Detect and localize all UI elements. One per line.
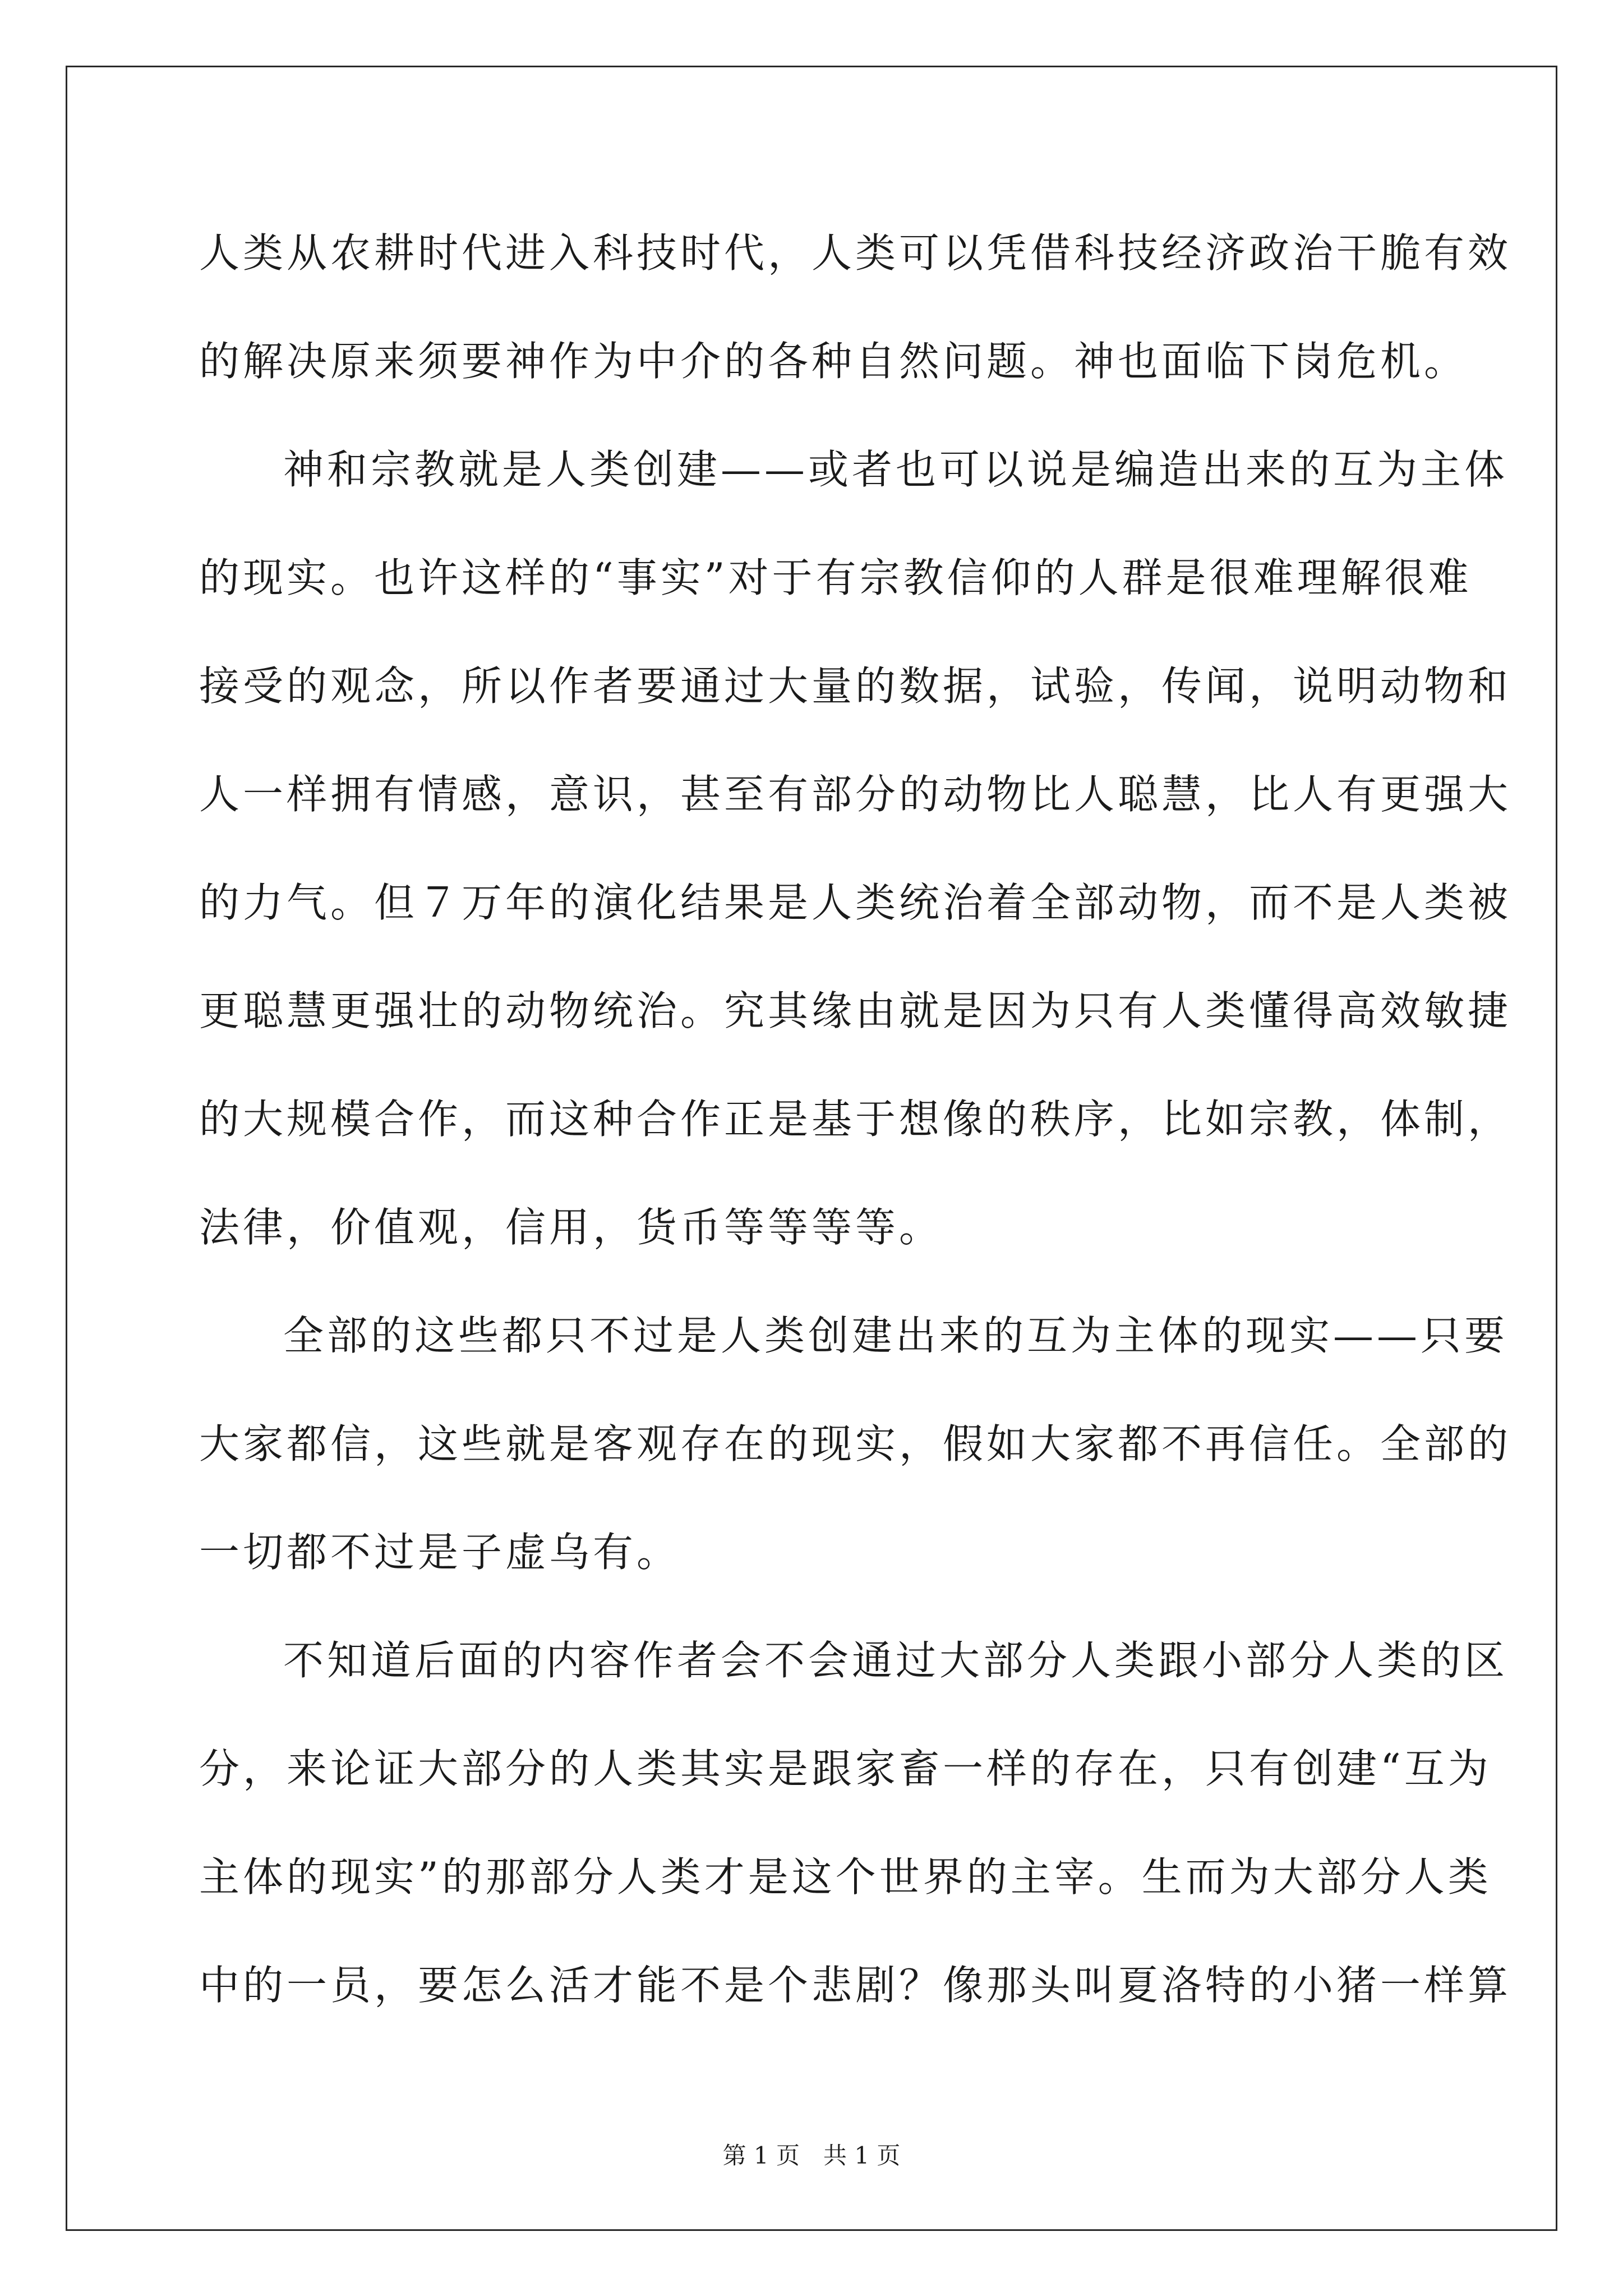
text-line: 的力气。但７万年的演化结果是人类统治着全部动物，而不是人类被 [199, 879, 1512, 926]
text-line: 大家都信，这些就是客观存在的现实，假如大家都不再信任。全部的 [199, 1420, 1512, 1467]
text-line: 的解决原来须要神作为中介的各种自然问题。神也面临下岗危机。 [199, 338, 1468, 385]
document-body [199, 222, 1512, 2062]
text-line: 接受的观念，所以作者要通过大量的数据，试验，传闻，说明动物和 [199, 662, 1512, 710]
text-line: 人类从农耕时代进入科技时代，人类可以凭借科技经济政治干脆有效 [199, 229, 1512, 277]
page-footer [0, 2137, 1623, 2171]
text-line: 法律，价值观，信用，货币等等等等。 [199, 1204, 943, 1251]
total-pages: 共 1 页 [823, 2142, 901, 2169]
text-line: 不知道后面的内容作者会不会通过大部分人类跟小部分人类的区 [283, 1637, 1509, 1684]
text-line: 主体的现实”的那部分人类才是这个世界的主宰。生而为大部分人类 [199, 1853, 1492, 1901]
text-line: 的现实。也许这样的“事实”对于有宗教信仰的人群是很难理解很难 [199, 554, 1472, 601]
text-line: 的大规模合作，而这种合作正是基于想像的秩序，比如宗教，体制， [199, 1096, 1512, 1143]
text-line: 人一样拥有情感，意识，甚至有部分的动物比人聪慧，比人有更强大 [199, 771, 1512, 818]
text-line: 神和宗教就是人类创建——或者也可以说是编造出来的互为主体 [283, 446, 1509, 493]
page-number: 第 1 页 [722, 2142, 800, 2169]
text-line: 更聪慧更强壮的动物统治。究其缘由就是因为只有人类懂得高效敏捷 [199, 987, 1512, 1034]
text-line: 全部的这些都只不过是人类创建出来的互为主体的现实——只要 [283, 1312, 1509, 1359]
text-line: 分，来论证大部分的人类其实是跟家畜一样的存在，只有创建“互为 [199, 1745, 1492, 1792]
text-line: 一切都不过是子虚乌有。 [199, 1529, 681, 1576]
text-line: 中的一员，要怎么活才能不是个悲剧？像那头叫夏洛特的小猪一样算 [199, 1962, 1512, 2009]
